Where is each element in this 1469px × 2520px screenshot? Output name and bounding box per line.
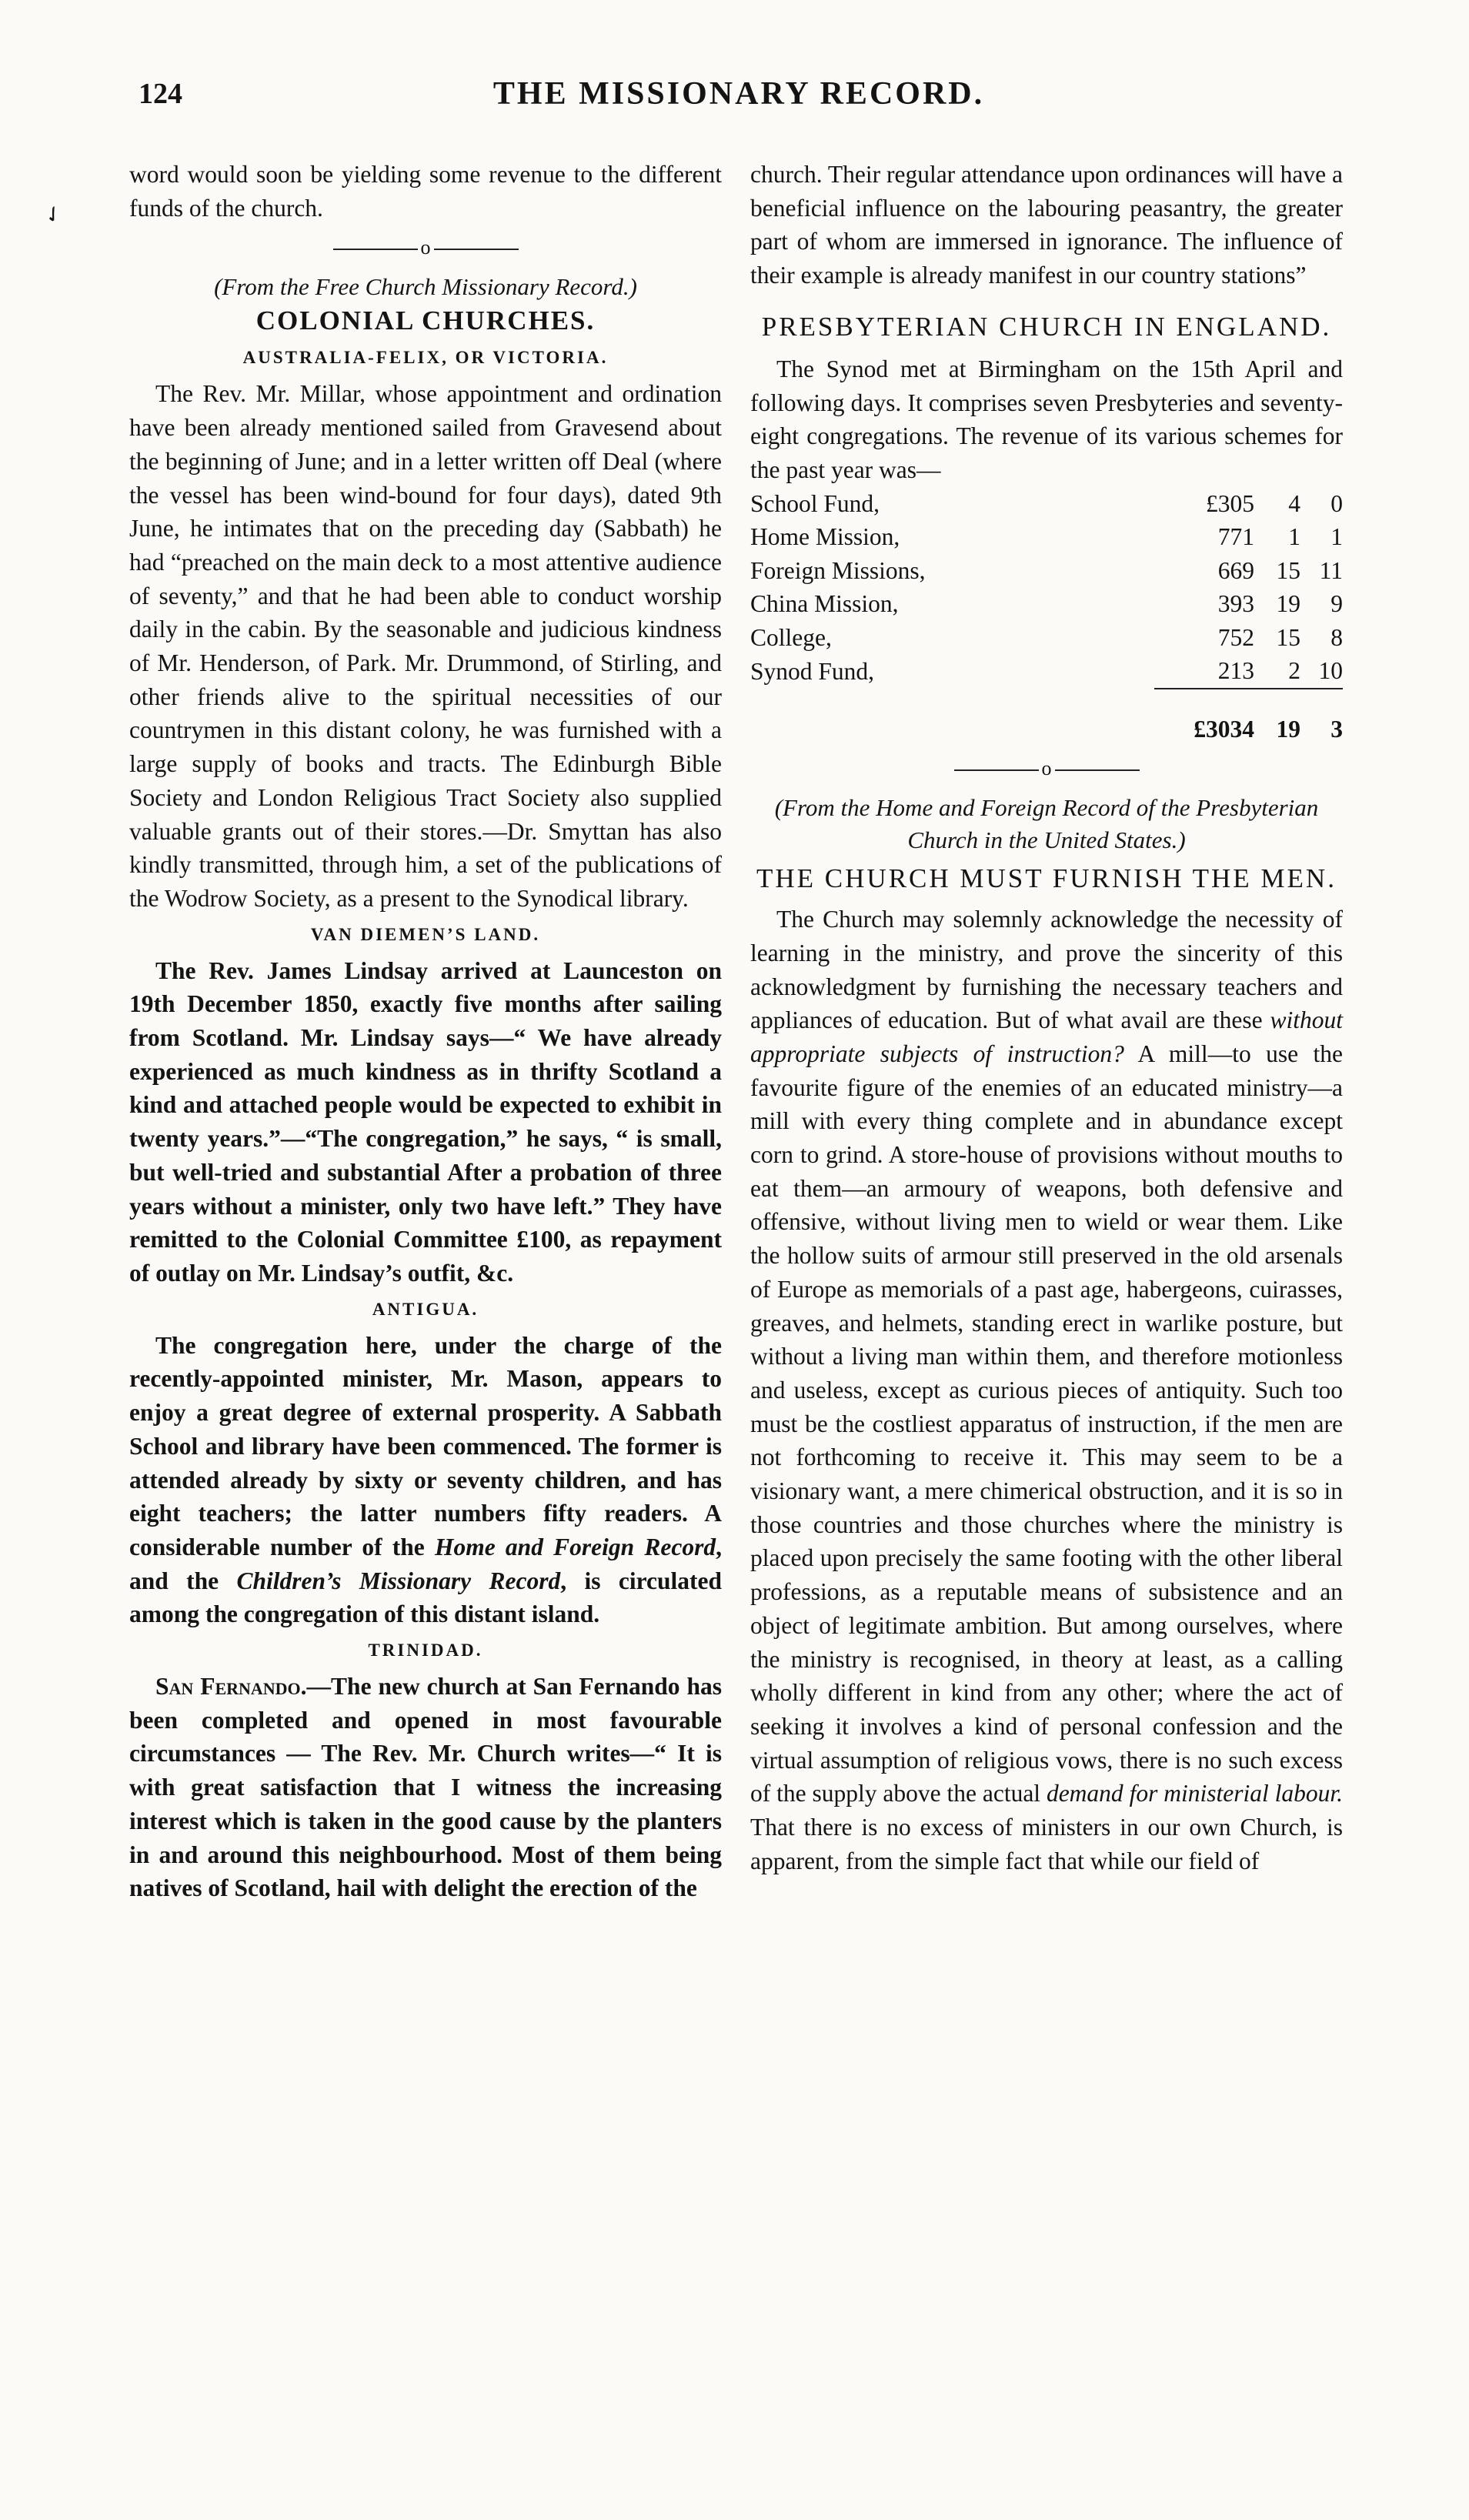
fund-pounds: 669: [1217, 556, 1254, 584]
fund-shillings: 19: [1276, 590, 1300, 618]
continued-paragraph: church. Their regular attendance upon ordinances will have a beneficial influence on the labouring peasantry, the greater part of whom are immersed in ignorance. The influence of their example is already manifest in our country stations”: [750, 161, 1343, 289]
fund-row: [750, 587, 1343, 621]
antigua-text-2: , and the: [129, 1533, 722, 1594]
fund-pence: 9: [1330, 590, 1343, 618]
paragraph-van-diemen: The Rev. James Lindsay arrived at Launceston on 19th December 1850, exactly five months after sailing from Scotland. Mr. Lindsay says—“ We have already experienced as much kindness as in thrifty Scotland a kind and attached people would be expected to exhibit in twenty years.”—“The congregation,” he says, “ is small, but well-tried and substantial After a probation of three years without a minister, only two have left.” They have remitted to the Colonial Committee £100, as repayment of outlay on Mr. Lindsay’s outfit, &c.: [129, 956, 722, 1287]
church-text-2: A mill—to use the favourite figure of the enemies of an educated ministry—a mill with every thing complete and in abundance except corn to grind. A store-house of provisions without mouths to eat them—an armoury of weapons, both defensive and offensive, without living men to wield or wear them. Like the hollow suits of armour still preserved in the old arsenals of Europe as memorials of a past age, habergeons, cuirasses, greaves, and helmets, standing erect in warlike posture, but without a living man within them, and therefore motionless and useless, except as curious pieces of antiquity. Such too must be the costliest apparatus of instruction, if the men are not forthcoming to receive it. This may seem to be a visionary want, a mere chimerical obstruction, and it is so in those countries and those churches where the ministry is placed upon precisely the same footing with the other liberal professions, as a reputable means of subsistence and an object of legitimate ambition. But among ourselves, where the ministry is recognised, in theory at least, as a calling wholly different in kind from any other; where the act of seeking it involves a kind of personal confession and the virtual assumption of religious vows, there is no such excess of the supply above the actual: [750, 1040, 1343, 1807]
fund-shillings: 15: [1276, 623, 1300, 651]
church-italic-2: demand for ministerial labour.: [1046, 1780, 1343, 1807]
paragraph-antigua: [129, 1329, 722, 1631]
fund-row: [750, 654, 1343, 689]
fund-name: Synod Fund,: [750, 657, 875, 685]
paragraph-australia: The Rev. Mr. Millar, whose appointment and ordination have been already mentioned sailed from Gravesend about the beginning of June; and in a letter written off Deal (where the vessel has been wind-bound for four days), dated 9th June, he intimates that on the preceding day (Sabbath) he had “preached on the main deck to a most attentive audience of seventy,” and that he had been able to conduct worship daily in the cabin. By the seasonable and judicious kindness of Mr. Henderson, of Park. Mr. Drummond, of Stirling, and other friends alive to the spiritual necessities of our countrymen in this distant colony, he was furnished with a large supply of books and tracts. The Edinburgh Bible Society and London Religious Tract Society also supplied valuable grants out of their stores.—Dr. Smyttan has also kindly transmitted, through him, a set of the publications of the Wodrow Society, as a present to the Synodical library.: [129, 380, 722, 912]
fund-total-pounds: £3034: [1154, 689, 1254, 746]
subheading-antigua: ANTIGUA.: [372, 1299, 479, 1319]
fund-shillings: 15: [1276, 556, 1300, 584]
subheading-trinidad: TRINIDAD.: [368, 1641, 483, 1661]
fund-total-row: [750, 689, 1343, 746]
fund-row: [750, 487, 1343, 521]
funds-table: [750, 487, 1343, 746]
left-column: [129, 158, 722, 1905]
right-column: [750, 158, 1343, 1878]
running-title: THE MISSIONARY RECORD.: [492, 76, 985, 112]
fund-row: [750, 621, 1343, 655]
church-italic: without appropriate subjects of instruction?: [750, 1006, 1343, 1067]
church-paragraph: [750, 903, 1343, 1877]
fund-total-spacer: [750, 689, 1154, 746]
article-title: COLONIAL CHURCHES.: [255, 305, 596, 336]
fund-shillings: 4: [1288, 489, 1300, 517]
antigua-text: The congregation here, under the charge of the recently-appointed minister, Mr. Mason, appears to enjoy a great degree of external prosperity. A Sabbath School and library have been commenced. The former is attended already by sixty or seventy children, and has eight teachers; the latter numbers fifty readers. A considerable number of the: [129, 1331, 722, 1560]
fund-pounds: 752: [1217, 623, 1254, 651]
fund-shillings: 2: [1288, 657, 1300, 685]
fund-pence: 8: [1330, 623, 1343, 651]
fund-shillings: 1: [1288, 523, 1300, 551]
trinidad-place: San Fernando.: [155, 1673, 307, 1701]
presbyterian-title: PRESBYTERIAN CHURCH IN ENGLAND.: [761, 311, 1332, 342]
source-note-2: (From the Home and Foreign Record of the Presbyterian Church in the United States.): [774, 794, 1319, 854]
fund-pence: 1: [1330, 523, 1343, 551]
antigua-italic-title: Home and Foreign Record: [434, 1533, 716, 1560]
fund-name: College,: [750, 623, 832, 651]
fund-pounds: £305: [1206, 489, 1254, 517]
fund-pence: 10: [1318, 657, 1343, 685]
church-title: THE CHURCH MUST FURNISH THE MEN.: [756, 863, 1337, 894]
antigua-text-3: , is circulated among the congregation of this distant island.: [129, 1567, 722, 1628]
fund-pence: 11: [1319, 556, 1343, 584]
running-header: [123, 77, 1354, 123]
fund-pounds: 393: [1217, 590, 1254, 618]
subheading-van-diemen: VAN DIEMEN’S LAND.: [310, 924, 541, 944]
fund-name: Home Mission,: [750, 523, 900, 551]
fund-name: School Fund,: [750, 489, 880, 517]
page-number: 124: [139, 78, 182, 110]
section-rule: o: [129, 225, 722, 271]
fund-pence: 0: [1330, 489, 1343, 517]
fund-total-pence: 3: [1300, 689, 1343, 746]
fund-row: [750, 554, 1343, 588]
fund-pounds: 213: [1217, 657, 1254, 685]
fund-row: [750, 520, 1343, 554]
synod-paragraph: The Synod met at Birmingham on the 15th April and following days. It comprises seven Presbyteries and seventy-eight congregations. The revenue of its various schemes for the past year was—: [750, 355, 1343, 483]
source-note: (From the Free Church Missionary Record.): [214, 273, 637, 301]
section-rule-2: o: [750, 746, 1343, 792]
church-text-3: That there is no excess of ministers in our own Church, is apparent, from the simple fact that while our field of: [750, 1814, 1343, 1874]
church-text: The Church may solemnly acknowledge the necessity of learning in the ministry, and prove the sincerity of this acknowledgment by furnishing the necessary teachers and appliances of education. But of what avail are these: [750, 906, 1343, 1034]
fund-name: China Mission,: [750, 590, 899, 618]
antigua-italic-title-2: Children’s Missionary Record: [236, 1567, 561, 1594]
fund-name: Foreign Missions,: [750, 556, 926, 584]
trinidad-text: —The new church at San Fernando has been completed and opened in most favourable circumstances — The Rev. Mr. Church writes—“ It is with great satisfaction that I witness the increasing interest which is taken in the good cause by the planters in and around this neighbourhood. Most of them being natives of Scotland, hail with delight the erection of the: [129, 1673, 722, 1902]
subheading-australia: AUSTRALIA-FELIX, OR VICTORIA.: [242, 348, 609, 368]
margin-mark: ✓: [39, 199, 68, 230]
fund-pounds: 771: [1217, 523, 1254, 551]
paragraph-trinidad: [129, 1670, 722, 1905]
intro-paragraph: word would soon be yielding some revenue to the different funds of the church.: [129, 161, 722, 222]
fund-total-shillings: 19: [1254, 689, 1300, 746]
